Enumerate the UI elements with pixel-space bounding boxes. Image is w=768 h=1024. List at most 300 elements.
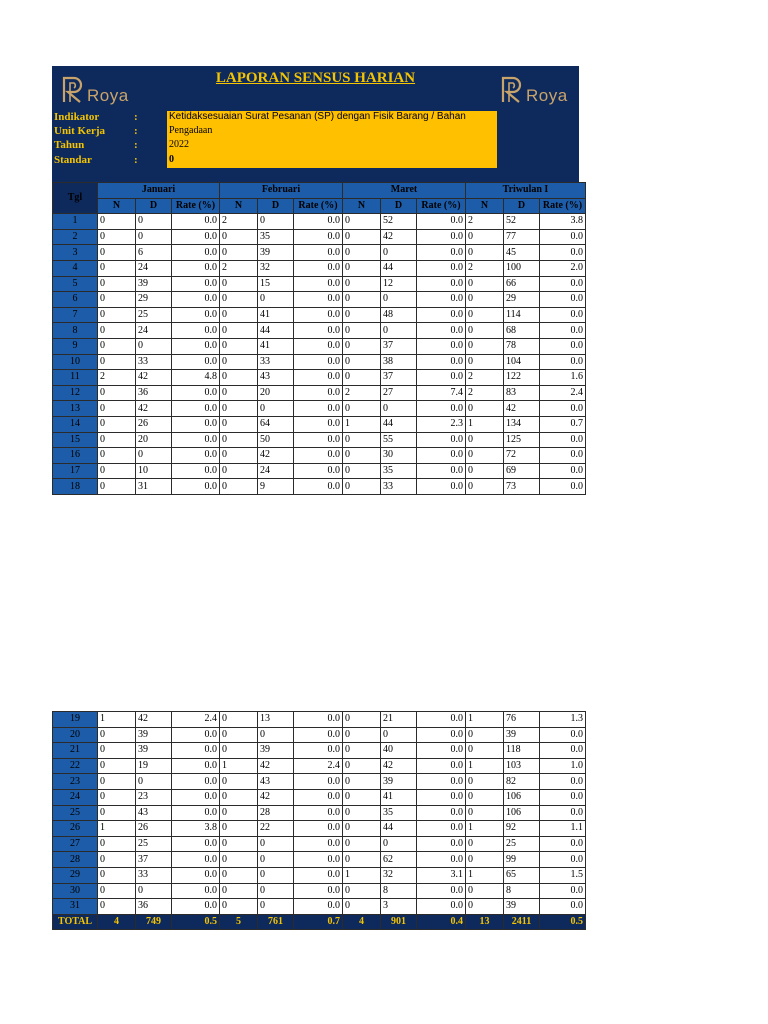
group-header-triwulan: Triwulan I: [466, 183, 586, 199]
d-cell: 21: [381, 712, 417, 728]
standar-label: Standar: [54, 154, 92, 166]
d-cell: 72: [504, 448, 540, 464]
d-cell: 64: [258, 416, 294, 432]
rate-cell: 0.0: [172, 338, 220, 354]
d-cell: 37: [381, 338, 417, 354]
d-cell: 66: [504, 276, 540, 292]
d-cell: 9: [258, 479, 294, 495]
rate-cell: 2.4: [172, 712, 220, 728]
group-header-januari: Januari: [98, 183, 220, 199]
n-cell: 0: [98, 463, 136, 479]
rate-cell: 0.0: [417, 727, 466, 743]
rate-cell: 0.7: [294, 914, 343, 930]
census-table-part2: [52, 711, 586, 930]
n-cell: 0: [220, 899, 258, 915]
rate-cell: 0.0: [417, 292, 466, 308]
table-row: [53, 448, 586, 464]
d-cell: 0: [136, 214, 172, 230]
n-cell: 0: [466, 743, 504, 759]
n-cell: 0: [343, 727, 381, 743]
n-cell: 1: [220, 758, 258, 774]
rate-cell: 0.0: [417, 432, 466, 448]
rate-cell: 1.3: [540, 712, 586, 728]
n-cell: 0: [466, 276, 504, 292]
d-cell: 0: [136, 883, 172, 899]
d-cell: 41: [258, 338, 294, 354]
rate-cell: 0.0: [294, 416, 343, 432]
rate-cell: 1.6: [540, 370, 586, 386]
rate-cell: 0.0: [294, 354, 343, 370]
table-row: [53, 821, 586, 837]
d-cell: 12: [381, 276, 417, 292]
n-cell: 1: [343, 416, 381, 432]
subheader-januari-n: N: [98, 198, 136, 214]
n-cell: 2: [98, 370, 136, 386]
indikator-colon: :: [134, 111, 138, 123]
d-cell: 20: [258, 385, 294, 401]
rate-cell: 0.0: [172, 214, 220, 230]
table-row: [53, 836, 586, 852]
subheader-februari-d: D: [258, 198, 294, 214]
d-cell: 45: [504, 245, 540, 261]
subheader-februari-n: N: [220, 198, 258, 214]
table-row: [53, 743, 586, 759]
rate-cell: 0.0: [172, 743, 220, 759]
rate-cell: 0.0: [540, 323, 586, 339]
table-row: [53, 229, 586, 245]
subheader-februari-rate: Rate (%): [294, 198, 343, 214]
n-cell: 0: [98, 323, 136, 339]
d-cell: 29: [504, 292, 540, 308]
n-cell: 0: [220, 883, 258, 899]
table-row: [53, 401, 586, 417]
d-cell: 77: [504, 229, 540, 245]
standar-value: 0: [169, 154, 174, 165]
d-cell: 38: [381, 354, 417, 370]
total-label: TOTAL: [53, 914, 98, 930]
indikator-value: Ketidaksesuaian Surat Pesanan (SP) dengan Fisik Barang / Bahan: [169, 111, 466, 122]
n-cell: 0: [343, 805, 381, 821]
d-cell: 19: [136, 758, 172, 774]
d-cell: 33: [136, 354, 172, 370]
table-row: [53, 276, 586, 292]
n-cell: 0: [220, 867, 258, 883]
d-cell: 3: [381, 899, 417, 915]
rate-cell: 0.0: [417, 229, 466, 245]
n-cell: 0: [343, 836, 381, 852]
d-cell: 44: [381, 821, 417, 837]
table-row: [53, 867, 586, 883]
rate-cell: 0.0: [417, 307, 466, 323]
d-cell: 68: [504, 323, 540, 339]
rate-cell: 0.0: [294, 463, 343, 479]
rate-cell: 0.0: [540, 789, 586, 805]
d-cell: 761: [258, 914, 294, 930]
unit-kerja-label: Unit Kerja: [54, 125, 106, 137]
d-cell: 122: [504, 370, 540, 386]
rate-cell: 0.0: [172, 260, 220, 276]
rate-cell: 0.0: [294, 774, 343, 790]
n-cell: 0: [343, 245, 381, 261]
n-cell: 0: [466, 448, 504, 464]
rate-cell: 0.0: [540, 727, 586, 743]
rate-cell: 0.0: [294, 260, 343, 276]
rate-cell: 0.0: [417, 712, 466, 728]
n-cell: 0: [220, 245, 258, 261]
d-cell: 35: [381, 805, 417, 821]
day-cell: 24: [53, 789, 98, 805]
d-cell: 0: [258, 867, 294, 883]
d-cell: 33: [258, 354, 294, 370]
day-cell: 4: [53, 260, 98, 276]
n-cell: 0: [220, 479, 258, 495]
d-cell: 69: [504, 463, 540, 479]
d-cell: 0: [381, 401, 417, 417]
table-row: [53, 307, 586, 323]
day-cell: 9: [53, 338, 98, 354]
rate-cell: 0.0: [417, 743, 466, 759]
day-cell: 29: [53, 867, 98, 883]
rate-cell: 0.0: [417, 323, 466, 339]
d-cell: 76: [504, 712, 540, 728]
day-cell: 5: [53, 276, 98, 292]
report-title: LAPORAN SENSUS HARIAN: [215, 70, 416, 86]
rate-cell: 0.0: [294, 836, 343, 852]
rate-cell: 0.0: [172, 758, 220, 774]
tgl-header: Tgl: [53, 183, 98, 214]
n-cell: 0: [98, 260, 136, 276]
d-cell: 23: [136, 789, 172, 805]
d-cell: 73: [504, 479, 540, 495]
n-cell: 0: [343, 899, 381, 915]
d-cell: 2411: [504, 914, 540, 930]
n-cell: 0: [220, 448, 258, 464]
d-cell: 33: [381, 479, 417, 495]
n-cell: 1: [466, 712, 504, 728]
day-cell: 16: [53, 448, 98, 464]
d-cell: 8: [381, 883, 417, 899]
n-cell: 0: [98, 758, 136, 774]
day-cell: 28: [53, 852, 98, 868]
n-cell: 0: [98, 805, 136, 821]
info-box: [167, 111, 497, 168]
n-cell: 0: [220, 307, 258, 323]
table-row: [53, 479, 586, 495]
d-cell: 0: [381, 323, 417, 339]
day-cell: 25: [53, 805, 98, 821]
rate-cell: 2.0: [540, 260, 586, 276]
n-cell: 0: [343, 307, 381, 323]
n-cell: 0: [343, 479, 381, 495]
d-cell: 42: [258, 758, 294, 774]
rate-cell: 2.4: [294, 758, 343, 774]
n-cell: 0: [220, 836, 258, 852]
table-row: [53, 727, 586, 743]
rate-cell: 0.0: [417, 370, 466, 386]
d-cell: 32: [381, 867, 417, 883]
n-cell: 0: [98, 245, 136, 261]
rate-cell: 0.0: [294, 229, 343, 245]
d-cell: 26: [136, 821, 172, 837]
rate-cell: 0.0: [417, 789, 466, 805]
d-cell: 0: [258, 836, 294, 852]
table-row: [53, 323, 586, 339]
n-cell: 0: [466, 229, 504, 245]
rate-cell: 0.0: [417, 899, 466, 915]
rate-cell: 0.0: [294, 712, 343, 728]
d-cell: 0: [381, 727, 417, 743]
d-cell: 103: [504, 758, 540, 774]
rate-cell: 0.0: [172, 883, 220, 899]
day-cell: 17: [53, 463, 98, 479]
day-cell: 21: [53, 743, 98, 759]
n-cell: 0: [466, 245, 504, 261]
rate-cell: 3.8: [540, 214, 586, 230]
logo-text: Roya: [526, 86, 568, 105]
day-cell: 20: [53, 727, 98, 743]
rate-cell: 0.0: [172, 852, 220, 868]
total-row: [53, 914, 586, 930]
rate-cell: 0.0: [540, 883, 586, 899]
d-cell: 35: [381, 463, 417, 479]
rate-cell: 1.1: [540, 821, 586, 837]
rate-cell: 0.0: [417, 245, 466, 261]
n-cell: 0: [98, 229, 136, 245]
n-cell: 2: [220, 260, 258, 276]
n-cell: 0: [466, 899, 504, 915]
n-cell: 0: [343, 712, 381, 728]
subheader-triwulan-n: N: [466, 198, 504, 214]
rate-cell: 0.0: [172, 307, 220, 323]
indikator-label: Indikator: [54, 111, 100, 123]
n-cell: 0: [220, 338, 258, 354]
rate-cell: 0.0: [417, 479, 466, 495]
d-cell: 36: [136, 385, 172, 401]
table-row: [53, 463, 586, 479]
n-cell: 0: [98, 432, 136, 448]
d-cell: 41: [258, 307, 294, 323]
rate-cell: 0.0: [294, 448, 343, 464]
table-row: [53, 416, 586, 432]
d-cell: 106: [504, 789, 540, 805]
census-table-part1: [52, 182, 586, 495]
subheader-januari-rate: Rate (%): [172, 198, 220, 214]
n-cell: 0: [220, 463, 258, 479]
day-cell: 6: [53, 292, 98, 308]
subheader-januari-d: D: [136, 198, 172, 214]
n-cell: 0: [343, 323, 381, 339]
day-cell: 18: [53, 479, 98, 495]
n-cell: 0: [220, 743, 258, 759]
n-cell: 2: [466, 260, 504, 276]
table-row: [53, 354, 586, 370]
day-cell: 3: [53, 245, 98, 261]
table-row: [53, 432, 586, 448]
subheader-maret-n: N: [343, 198, 381, 214]
n-cell: 0: [343, 229, 381, 245]
n-cell: 0: [98, 774, 136, 790]
d-cell: 39: [258, 245, 294, 261]
d-cell: 42: [381, 758, 417, 774]
rate-cell: 0.0: [540, 743, 586, 759]
rate-cell: 4.8: [172, 370, 220, 386]
n-cell: 0: [220, 385, 258, 401]
n-cell: 0: [220, 774, 258, 790]
n-cell: 2: [343, 385, 381, 401]
rate-cell: 0.0: [172, 899, 220, 915]
d-cell: 52: [381, 214, 417, 230]
d-cell: 44: [381, 416, 417, 432]
n-cell: 0: [343, 401, 381, 417]
rate-cell: 0.0: [417, 401, 466, 417]
day-cell: 22: [53, 758, 98, 774]
tahun-colon: :: [134, 139, 138, 151]
n-cell: 0: [343, 883, 381, 899]
rate-cell: 0.0: [540, 245, 586, 261]
day-cell: 11: [53, 370, 98, 386]
n-cell: 1: [98, 712, 136, 728]
table-row: [53, 883, 586, 899]
unit-kerja-colon: :: [134, 125, 138, 137]
day-cell: 23: [53, 774, 98, 790]
n-cell: 0: [466, 883, 504, 899]
d-cell: 125: [504, 432, 540, 448]
table-row: [53, 292, 586, 308]
rate-cell: 2.4: [540, 385, 586, 401]
d-cell: 62: [381, 852, 417, 868]
d-cell: 100: [504, 260, 540, 276]
n-cell: 0: [466, 836, 504, 852]
n-cell: 0: [466, 354, 504, 370]
n-cell: 0: [466, 727, 504, 743]
d-cell: 114: [504, 307, 540, 323]
rate-cell: 3.8: [172, 821, 220, 837]
rate-cell: 0.0: [294, 292, 343, 308]
d-cell: 28: [258, 805, 294, 821]
n-cell: 0: [466, 338, 504, 354]
rate-cell: 2.3: [417, 416, 466, 432]
d-cell: 24: [258, 463, 294, 479]
d-cell: 31: [136, 479, 172, 495]
standar-colon: :: [134, 154, 138, 166]
n-cell: 0: [98, 743, 136, 759]
n-cell: 0: [343, 292, 381, 308]
d-cell: 104: [504, 354, 540, 370]
d-cell: 0: [258, 727, 294, 743]
rate-cell: 0.0: [417, 805, 466, 821]
rate-cell: 0.0: [540, 836, 586, 852]
n-cell: 0: [466, 774, 504, 790]
rate-cell: 0.0: [417, 774, 466, 790]
n-cell: 0: [220, 292, 258, 308]
n-cell: 0: [98, 448, 136, 464]
rate-cell: 0.0: [294, 401, 343, 417]
rate-cell: 0.0: [417, 836, 466, 852]
rate-cell: 0.0: [540, 479, 586, 495]
n-cell: 0: [220, 229, 258, 245]
n-cell: 0: [343, 758, 381, 774]
day-cell: 8: [53, 323, 98, 339]
n-cell: 2: [220, 214, 258, 230]
rate-cell: 0.0: [294, 789, 343, 805]
rate-cell: 0.0: [417, 448, 466, 464]
rate-cell: 0.0: [417, 354, 466, 370]
rate-cell: 0.0: [417, 883, 466, 899]
n-cell: 0: [98, 727, 136, 743]
rate-cell: 0.0: [294, 338, 343, 354]
n-cell: 0: [343, 354, 381, 370]
rate-cell: 0.0: [417, 214, 466, 230]
rate-cell: 0.0: [172, 479, 220, 495]
n-cell: 0: [98, 789, 136, 805]
n-cell: 4: [343, 914, 381, 930]
table-row: [53, 899, 586, 915]
n-cell: 4: [98, 914, 136, 930]
d-cell: 10: [136, 463, 172, 479]
n-cell: 0: [466, 463, 504, 479]
group-header-maret: Maret: [343, 183, 466, 199]
rate-cell: 1.5: [540, 867, 586, 883]
rate-cell: 0.0: [172, 229, 220, 245]
d-cell: 24: [136, 323, 172, 339]
d-cell: 50: [258, 432, 294, 448]
n-cell: 0: [98, 292, 136, 308]
n-cell: 0: [343, 260, 381, 276]
d-cell: 42: [136, 401, 172, 417]
n-cell: 0: [220, 323, 258, 339]
d-cell: 83: [504, 385, 540, 401]
d-cell: 22: [258, 821, 294, 837]
rate-cell: 0.0: [294, 821, 343, 837]
d-cell: 39: [504, 899, 540, 915]
rate-cell: 0.0: [417, 758, 466, 774]
rate-cell: 0.0: [294, 370, 343, 386]
d-cell: 0: [258, 899, 294, 915]
n-cell: 0: [98, 214, 136, 230]
d-cell: 39: [136, 743, 172, 759]
d-cell: 20: [136, 432, 172, 448]
n-cell: 0: [466, 852, 504, 868]
n-cell: 1: [466, 867, 504, 883]
day-cell: 19: [53, 712, 98, 728]
d-cell: 43: [258, 774, 294, 790]
rate-cell: 0.0: [540, 338, 586, 354]
d-cell: 52: [504, 214, 540, 230]
table-row: [53, 338, 586, 354]
d-cell: 44: [381, 260, 417, 276]
rate-cell: 0.0: [172, 789, 220, 805]
rate-cell: 0.0: [540, 229, 586, 245]
d-cell: 13: [258, 712, 294, 728]
d-cell: 33: [136, 867, 172, 883]
rate-cell: 0.0: [540, 276, 586, 292]
n-cell: 0: [98, 338, 136, 354]
day-cell: 30: [53, 883, 98, 899]
d-cell: 42: [136, 370, 172, 386]
rate-cell: 0.0: [294, 276, 343, 292]
n-cell: 0: [220, 416, 258, 432]
rate-cell: 0.0: [417, 821, 466, 837]
rate-cell: 1.0: [540, 758, 586, 774]
d-cell: 25: [504, 836, 540, 852]
rate-cell: 0.0: [540, 292, 586, 308]
n-cell: 0: [98, 836, 136, 852]
rate-cell: 0.0: [172, 432, 220, 448]
n-cell: 5: [220, 914, 258, 930]
d-cell: 40: [381, 743, 417, 759]
rate-cell: 0.0: [294, 867, 343, 883]
subheader-maret-rate: Rate (%): [417, 198, 466, 214]
